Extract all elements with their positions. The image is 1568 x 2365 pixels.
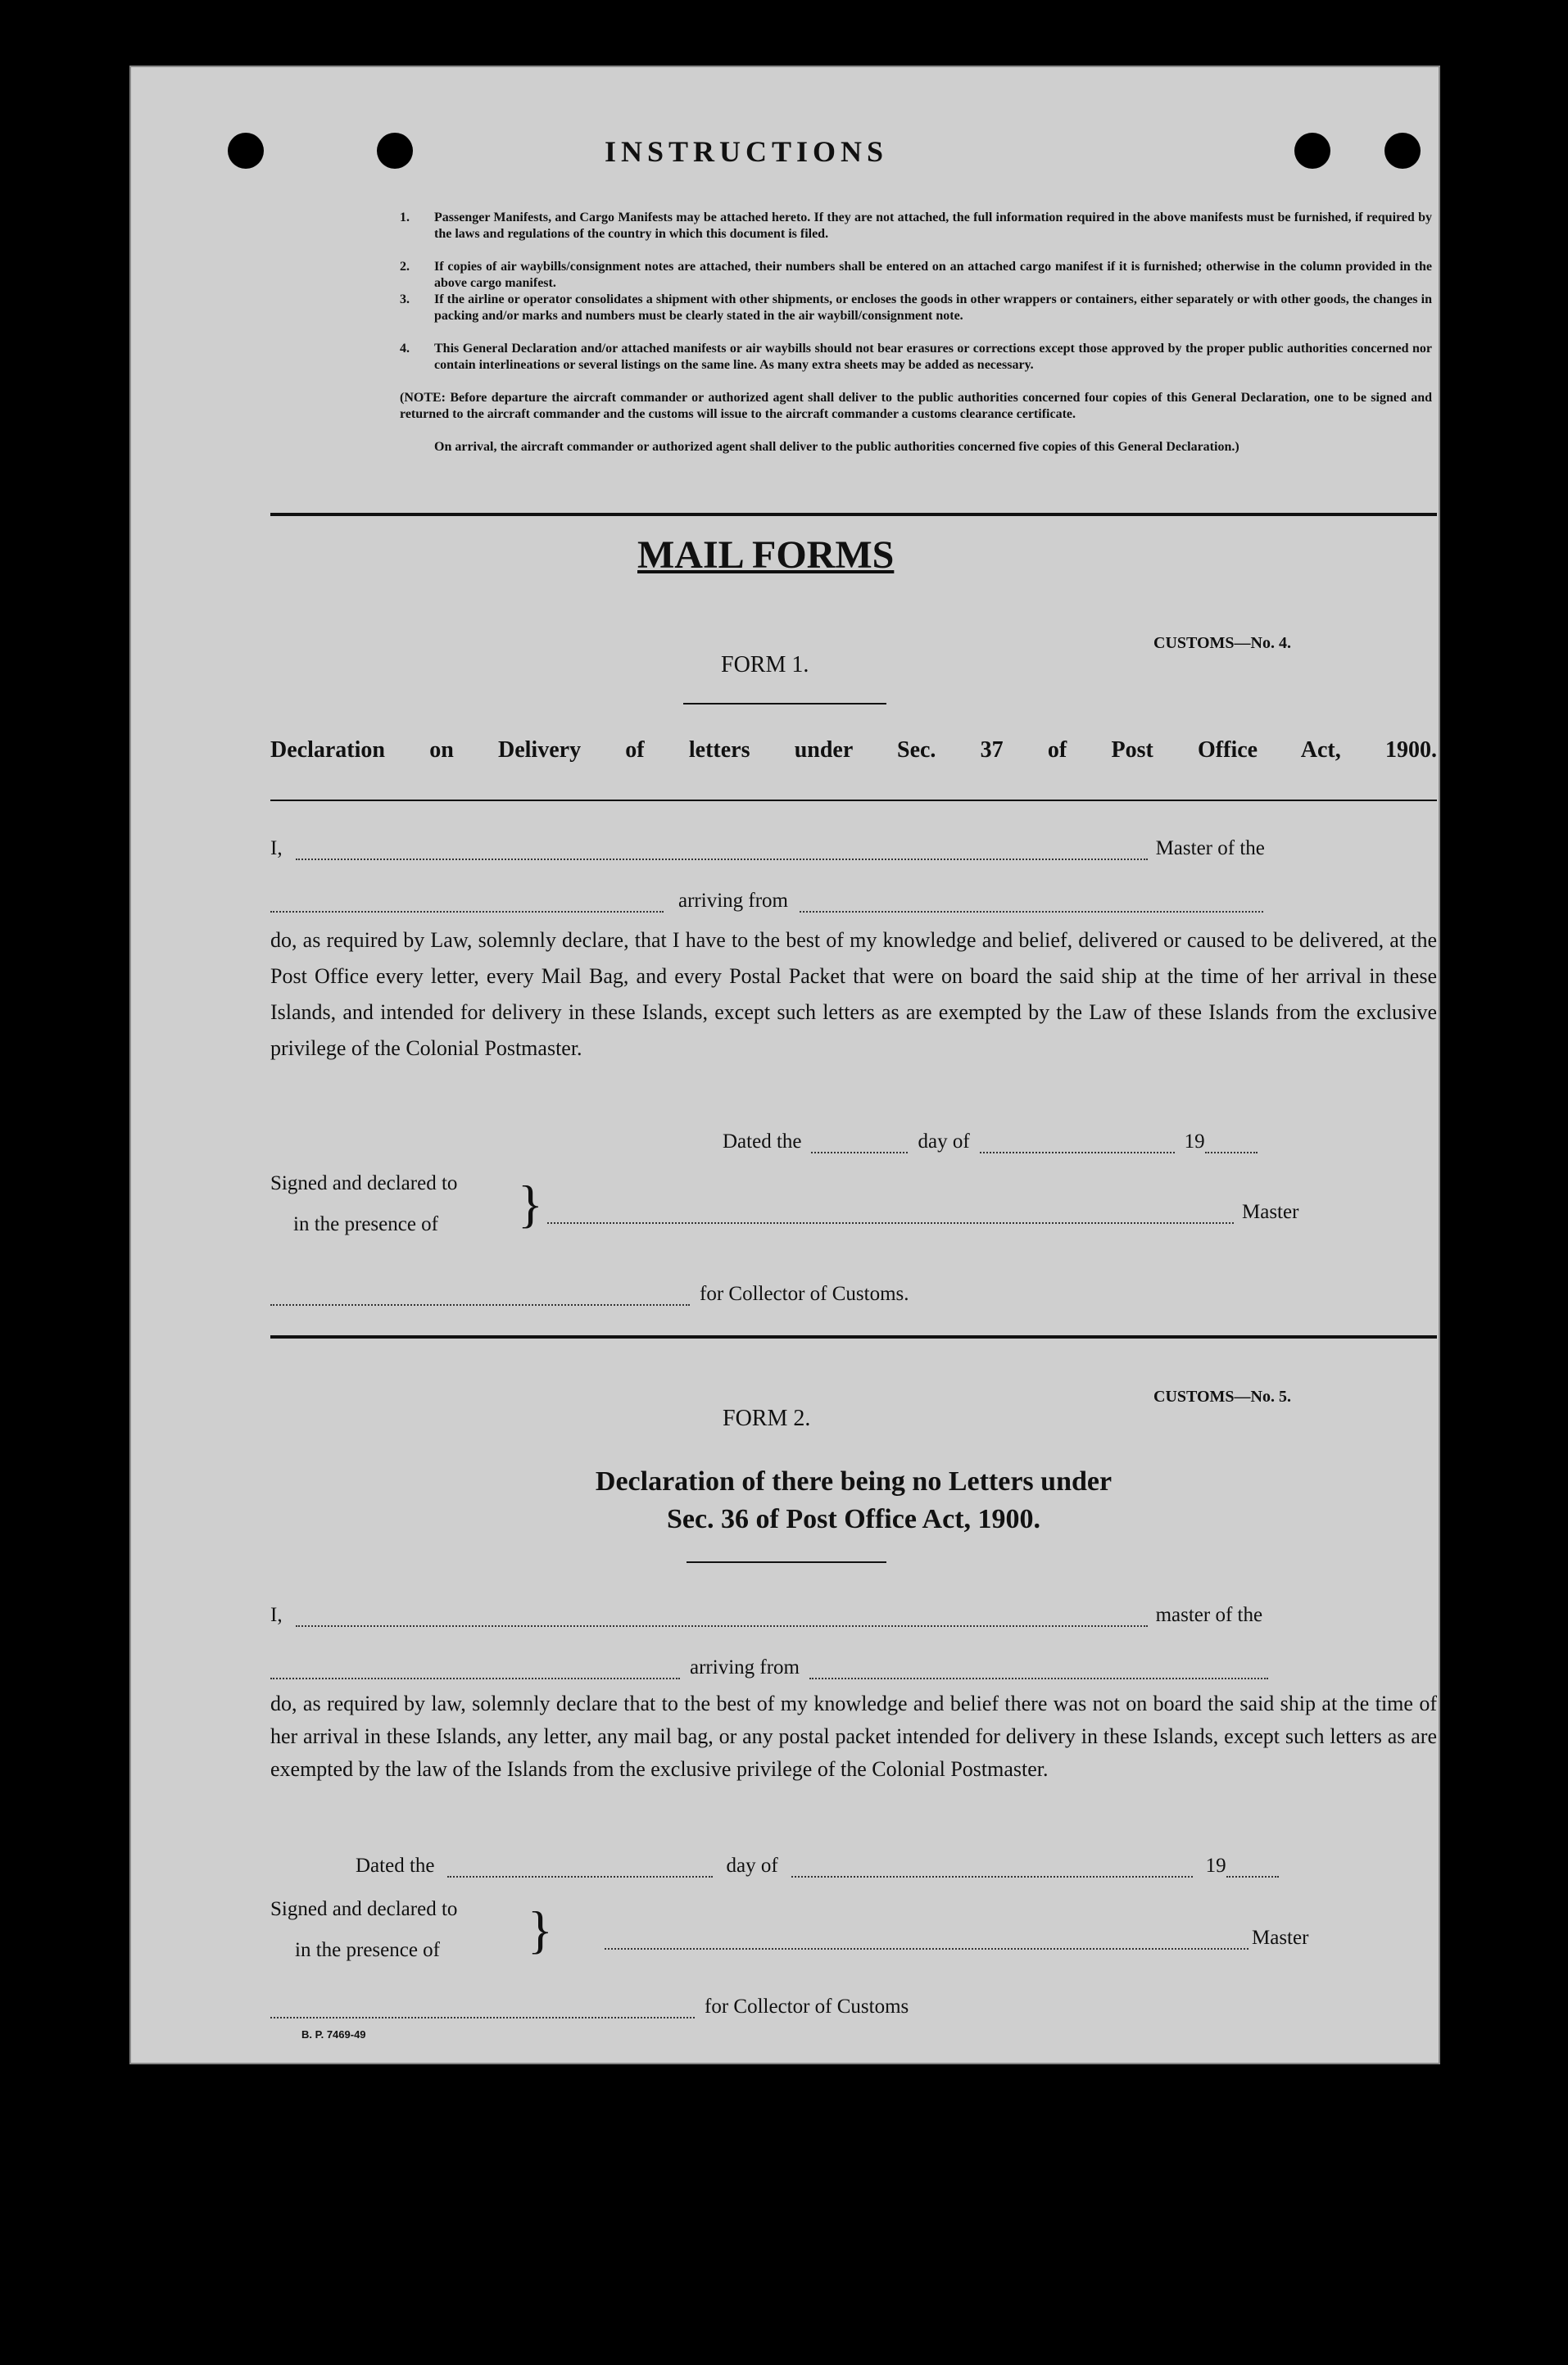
form2-brace: } (528, 1901, 553, 1959)
document-page (129, 66, 1440, 2064)
form1-master-line: I, Master of the (270, 837, 1265, 859)
punch-hole-4 (1384, 133, 1421, 169)
form1-dated-line: Dated the day of 19 (723, 1130, 1437, 1153)
form2-year-field[interactable] (1226, 1860, 1279, 1878)
form2-master-line: I, master of the (270, 1604, 1263, 1626)
form1-customs-number: CUSTOMS—No. 4. (1153, 634, 1291, 652)
instructions-heading: INSTRUCTIONS (605, 135, 889, 168)
form1-collector-field[interactable] (270, 1288, 690, 1306)
form1-collector-line: for Collector of Customs. (270, 1283, 1437, 1306)
form2-declaration-title: Declaration of there being no Letters under Sec. 36 of Post Office Act, 1900. (595, 1466, 1113, 1534)
footer-print-code: B. P. 7469-49 (301, 2028, 366, 2041)
form2-arriving-line: arriving from (270, 1656, 1437, 1679)
instruction-item: 3. If the airline or operator consolidates a shipment with other shipments, or encloses the goods in other wrappers or containers, either separately or with other goods, the changes in packing and/or marks and numbers must be clearly stated in the air waybill/consignment note. (400, 292, 1432, 323)
form1-ship-field[interactable] (270, 895, 664, 913)
form2-master-signature-line: Master (605, 1927, 1437, 1950)
form1-brace: } (518, 1175, 543, 1233)
instructions-note: (NOTE: Before departure the aircraft commander or authorized agent shall deliver to the public authorities concerned four copies of this General Declaration, one to be signed and returned to the aircraft commander and the customs will issue to the aircraft commander a customs clearance certificate. (400, 391, 1432, 421)
punch-hole-2 (377, 133, 413, 169)
instruction-item: 1. Passenger Manifests, and Cargo Manifests may be attached hereto. If they are not attached, the full information required in the above manifests must be furnished, if required by the laws and regulations of the country in which this document is filed. (400, 211, 1432, 241)
form1-arriving-line: arriving from (270, 890, 1437, 913)
form2-customs-number: CUSTOMS—No. 5. (1153, 1388, 1291, 1406)
form2-collector-field[interactable] (270, 2000, 695, 2018)
form2-collector-line: for Collector of Customs (270, 1996, 1437, 2018)
form1-title: FORM 1. (721, 652, 809, 677)
section-divider (270, 513, 1437, 516)
form1-declaration-rule (270, 800, 1437, 801)
punch-hole-1 (228, 133, 264, 169)
form2-name-field[interactable] (296, 1609, 1148, 1627)
form1-signed-label: Signed and declared to in the presence of (270, 1172, 458, 1235)
form2-dated-line: Dated the day of 19 (356, 1855, 1437, 1878)
form1-master-signature-field[interactable] (547, 1206, 1234, 1224)
instruction-item: 4. This General Declaration and/or attached manifests or air waybills should not bear erasures or corrections except those approved by the proper public authorities concerned nor contain interlineations or several listings on the same line. As many extra sheets may be added as necessary. (400, 342, 1432, 372)
form2-body-text: do, as required by law, solemnly declare that to the best of my knowledge and belief there was not on board the said ship at the time of her arrival in these Islands, any letter, any mail bag, or any postal packet intended for delivery in these Islands, except such letters as are exempted by the law of the Islands from the exclusive privilege of the Colonial Postmaster. (270, 1692, 1437, 1781)
form1-title-underline (683, 703, 886, 705)
instructions-note-arrival: On arrival, the aircraft commander or authorized agent shall deliver to the public authorities concerned five copies of this General Declaration.) (434, 440, 1239, 454)
punch-hole-3 (1294, 133, 1330, 169)
form1-master-signature-line: Master (547, 1201, 1437, 1224)
mail-forms-title: MAIL FORMS (637, 533, 895, 577)
form1-declaration-title: Declaration on Delivery of letters under Sec. 37 of Post Office Act, 1900. (270, 737, 1437, 763)
form1-month-field[interactable] (980, 1135, 1175, 1153)
form1-name-field[interactable] (296, 842, 1148, 860)
form1-origin-field[interactable] (800, 895, 1263, 913)
form2-date-field[interactable] (447, 1860, 713, 1878)
section-divider (270, 1335, 1437, 1339)
form2-master-signature-field[interactable] (605, 1932, 1249, 1950)
form2-title: FORM 2. (723, 1406, 811, 1431)
form2-ship-field[interactable] (270, 1661, 680, 1679)
form2-origin-field[interactable] (809, 1661, 1268, 1679)
form2-title-underline (687, 1561, 886, 1563)
form2-signed-label: Signed and declared to in the presence of (270, 1898, 458, 1961)
form1-body-text: do, as required by Law, solemnly declare, that I have to the best of my knowledge and belief, delivered or caused to be delivered, at the Post Office every letter, every Mail Bag, and every Postal Packet that were on board the said ship at the time of her arrival in these Islands, and intended for delivery in these Islands, except such letters as are exempted by the Law of these Islands from the exclusive privilege of the Colonial Postmaster. (270, 928, 1437, 1060)
form2-month-field[interactable] (791, 1860, 1193, 1878)
form1-year-field[interactable] (1205, 1135, 1258, 1153)
form1-date-field[interactable] (811, 1135, 908, 1153)
instruction-item: 2. If copies of air waybills/consignment notes are attached, their numbers shall be entered on an attached cargo manifest if it is furnished; otherwise in the column provided in the above cargo manifest. (400, 260, 1432, 290)
